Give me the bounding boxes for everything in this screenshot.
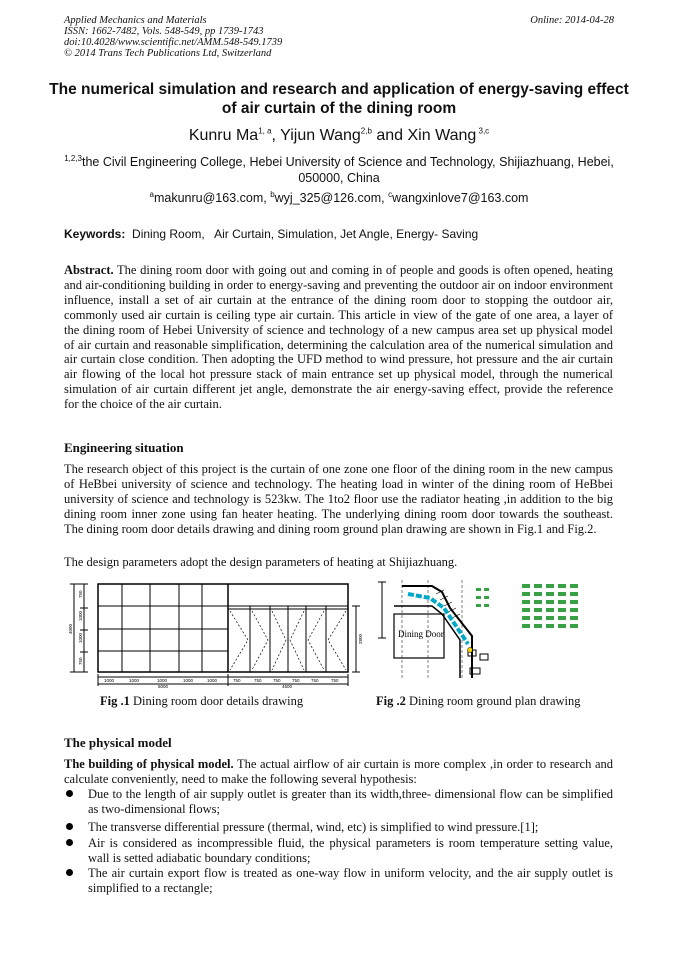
fig1-dim-label: 1000 — [104, 678, 115, 683]
email-sup: c — [388, 189, 393, 199]
keywords-text: Dining Room, Air Curtain, Simulation, Jet Angle, Energy- Saving — [125, 227, 479, 241]
list-item-text: Air is considered as incompressible fluid, the physical parameters is room temperature setting value, wall is setted adiabatic boundary conditions; — [88, 836, 613, 865]
figure-2-label: Fig .2 — [376, 694, 406, 708]
list-item — [64, 836, 613, 866]
affiliation-text: the Civil Engineering College, Hebei University of Science and Technology, Shijiazhuang, Hebei, 050000, China — [82, 155, 614, 185]
abstract-label: Abstract. — [64, 263, 114, 277]
list-item-text: The transverse differential pressure (thermal, wind, etc) is simplified to wind pressure.[1]; — [88, 820, 539, 834]
list-item — [64, 787, 613, 817]
abstract-text: The dining room door with going out and coming in of people and goods is often opened, heating and air-conditioning building in order to energy-saving and preventing the outdoor air on indoor environment influence, install a set of air curtain at the entrance of the dining room door to stopping the outdoor air, commonly used air curtain is ceiling type air curtain. This article in view of the gate of one area, a layer of the dining room of Hebei University of science and technology of a new campus area set up physical model of air curtain and reasonable simplification, determining the calculation area of the numerical simulation and air curtain close condition. Then adopting the UFD method to wind pressure, hot pressure and the air curtain air flowing of the local hot pressure stack of main entrance set up physical model, through the numerical simulation of air curtain different jet angle, demonstrate the air energy-saving effect, provide the reference for the choice of the air curtain. — [64, 263, 613, 412]
affiliation-sup: 1,2,3 — [64, 153, 82, 163]
affiliation — [40, 154, 638, 186]
figure-2-text: Dining room ground plan drawing — [405, 694, 581, 708]
author-sep: and — [371, 127, 408, 144]
engineering-paragraph-2: The design parameters adopt the design parameters of heating at Shijiazhuang. — [64, 555, 458, 569]
abstract — [64, 263, 613, 412]
author-1: Kunru Ma — [188, 127, 259, 144]
author-2-sup: 2,b — [360, 126, 372, 136]
fig1-height-label: 750 — [78, 657, 83, 665]
email-c: wangxinlove7@163.com — [392, 191, 529, 205]
physical-model-text: The actual airflow of air curtain is more complex ,in order to research and calculate conveniently, need to make the following several hypothesis: — [64, 757, 613, 786]
fig1-dim-label: 750 — [311, 678, 319, 683]
fig1-dim-label: 1000 — [183, 678, 194, 683]
author-3: Xin Wang — [407, 127, 477, 144]
section-heading-physical-model: The physical model — [64, 735, 172, 750]
header-info — [64, 15, 282, 59]
fig2-dining-door-label: Dining Door — [398, 629, 444, 639]
bullet-icon — [66, 869, 73, 876]
fig1-dim-label: 750 — [233, 678, 241, 683]
author-3-sup: 3,c — [476, 126, 490, 136]
author-sep: , — [271, 127, 281, 144]
fig1-total-left: 5000 — [158, 684, 169, 688]
keywords — [64, 227, 478, 241]
fig1-dim-label: 750 — [292, 678, 300, 683]
physical-model-paragraph — [64, 757, 613, 787]
fig1-height-label: 1000 — [78, 632, 83, 643]
fig1-dim-label: 1000 — [129, 678, 140, 683]
authors — [40, 127, 638, 145]
issn: ISSN: 1662-7482, Vols. 548-549, pp 1739-1743 — [64, 26, 264, 37]
list-item — [64, 866, 613, 896]
physical-model-lead: The building of physical model. — [64, 757, 234, 771]
email-b: wyj_325@126.com, — [274, 191, 389, 205]
section-heading-engineering: Engineering situation — [64, 440, 184, 455]
doi: doi:10.4028/www.scientific.net/AMM.548-549.1739 — [64, 37, 283, 48]
keywords-label: Keywords: — [64, 227, 126, 241]
bullet-icon — [66, 790, 73, 797]
figure-2-caption — [376, 694, 581, 709]
journal-name: Applied Mechanics and Materials — [64, 15, 207, 26]
email-a: makunru@163.com, — [153, 191, 271, 205]
fig1-dim-label: 750 — [254, 678, 262, 683]
email-sup: a — [149, 189, 154, 199]
figure-1-text: Dining room door details drawing — [129, 694, 304, 708]
author-1-sup: 1, a — [258, 126, 272, 136]
emails — [40, 191, 638, 205]
figure-1-caption — [100, 694, 303, 709]
email-sup: b — [270, 189, 275, 199]
fig1-height-label: 1000 — [78, 610, 83, 621]
online-date: Online: 2014-04-28 — [530, 15, 614, 26]
figure-1-door-drawing — [62, 578, 372, 688]
fig1-dim-label: 750 — [331, 678, 339, 683]
fig1-height-label: 750 — [78, 590, 83, 598]
author-2: Yijun Wang — [280, 127, 361, 144]
bullet-icon — [66, 839, 73, 846]
figure-1-label: Fig .1 — [100, 694, 130, 708]
fig1-side-height: 2800 — [358, 633, 363, 644]
bullet-icon — [66, 823, 73, 830]
engineering-paragraph: The research object of this project is the curtain of one zone one floor of the dining room in the new campus of HeBbei university of science and technology. The heating load in winter of the dining room of HeBbei university of science and technology is 523kw. The 1to2 floor use the radiator heating ,in addition to the big dining room inner zone using fan heater heating. The underlying dining room door towards the southeast. The dining room door details drawing and dining room ground plan drawing are shown in Fig.1 and Fig.2. — [64, 462, 613, 536]
fig1-overall-height: 4000 — [68, 623, 73, 634]
fig1-dim-label: 1000 — [157, 678, 168, 683]
paper-title: The numerical simulation and research and application of energy-saving effect of air curtain of the dining room — [49, 81, 629, 117]
figure-2-ground-plan — [372, 578, 612, 688]
fig1-dim-label: 1000 — [207, 678, 218, 683]
copyright: © 2014 Trans Tech Publications Ltd, Switzerland — [64, 48, 272, 59]
list-item — [64, 820, 613, 835]
fig1-dim-label: 750 — [273, 678, 281, 683]
list-item-text: Due to the length of air supply outlet is greater than its width,three- dimensional flow can be simplified as two-dimensional flows; — [88, 787, 613, 816]
list-item-text: The air curtain export flow is treated as one-way flow in uniform velocity, and the air supply outlet is simplified to a rectangle; — [88, 866, 613, 895]
fig1-total-right: 4500 — [282, 684, 293, 688]
